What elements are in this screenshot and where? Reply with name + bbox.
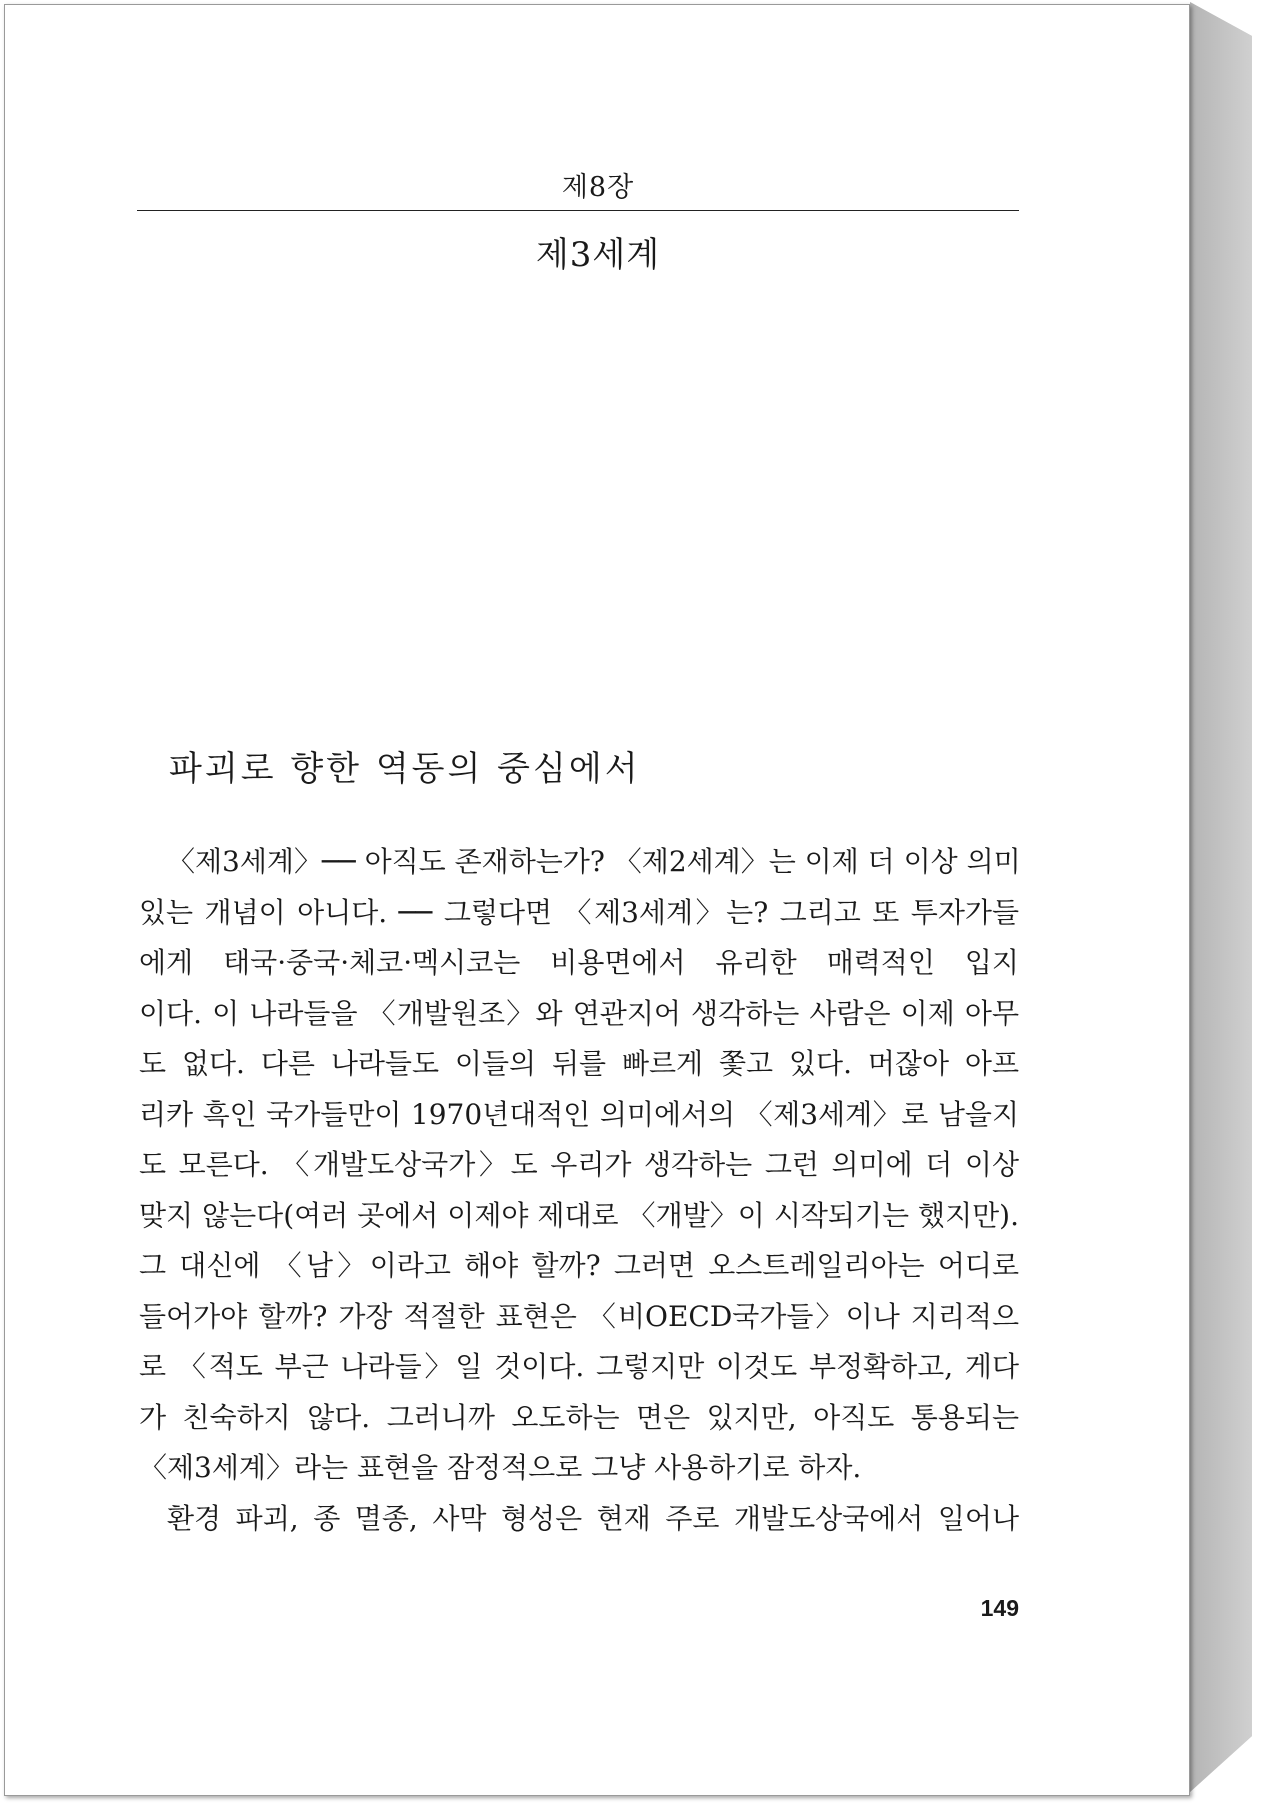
book-edge-shade: [1190, 2, 1252, 1798]
body-line: 로 〈적도 부근 나라들〉일 것이다. 그렇지만 이것도 부정확하고, 게다: [139, 1350, 1019, 1383]
body-line: 그 대신에 〈남〉이라고 해야 할까? 그러면 오스트레일리아는 어디로: [139, 1249, 1019, 1282]
chapter-title: 제3세계: [535, 235, 661, 275]
body-line: 있는 개념이 아니다. ── 그렇다면 〈제3세계〉는? 그리고 또 투자가들: [139, 895, 1019, 929]
book-page: [4, 4, 1190, 1796]
body-line: 에게 태국·중국·체코·멕시코는 비용면에서 유리한 매력적인 입지: [139, 946, 1019, 979]
body-line: 리카 흑인 국가들만이 1970년대적인 의미에서의 〈제3세계〉로 남을지: [139, 1097, 1019, 1131]
body-line: 맞지 않는다(여러 곳에서 이제야 제대로 〈개발〉이 시작되기는 했지만).: [139, 1198, 1019, 1232]
body-line: 환경 파괴, 종 멸종, 사막 형성은 현재 주로 개발도상국에서 일어나: [167, 1501, 1019, 1535]
body-line: 들어가야 할까? 가장 적절한 표현은 〈비OECD국가들〉이나 지리적으: [139, 1299, 1019, 1333]
body-line: 도 모른다. 〈개발도상국가〉도 우리가 생각하는 그런 의미에 더 이상: [139, 1148, 1019, 1181]
page-number: 149: [980, 1595, 1019, 1621]
body-line: 〈제3세계〉라는 표현을 잠정적으로 그냥 사용하기로 하자.: [139, 1451, 862, 1484]
chapter-label: 제8장: [561, 172, 635, 203]
body-line: 이다. 이 나라들을 〈개발원조〉와 연관지어 생각하는 사람은 이제 아무: [139, 996, 1019, 1030]
body-line: 〈제3세계〉── 아직도 존재하는가? 〈제2세계〉는 이제 더 이상 의미: [167, 845, 1021, 878]
body-text: [139, 837, 1019, 1544]
body-line: 도 없다. 다른 나라들도 이들의 뒤를 빠르게 쫓고 있다. 머잖아 아프: [139, 1047, 1019, 1080]
chapter-divider: [137, 210, 1019, 211]
section-heading: 파괴로 향한 역동의 중심에서: [169, 749, 641, 789]
body-line: 가 친숙하지 않다. 그러니까 오도하는 면은 있지만, 아직도 통용되는: [139, 1400, 1019, 1434]
